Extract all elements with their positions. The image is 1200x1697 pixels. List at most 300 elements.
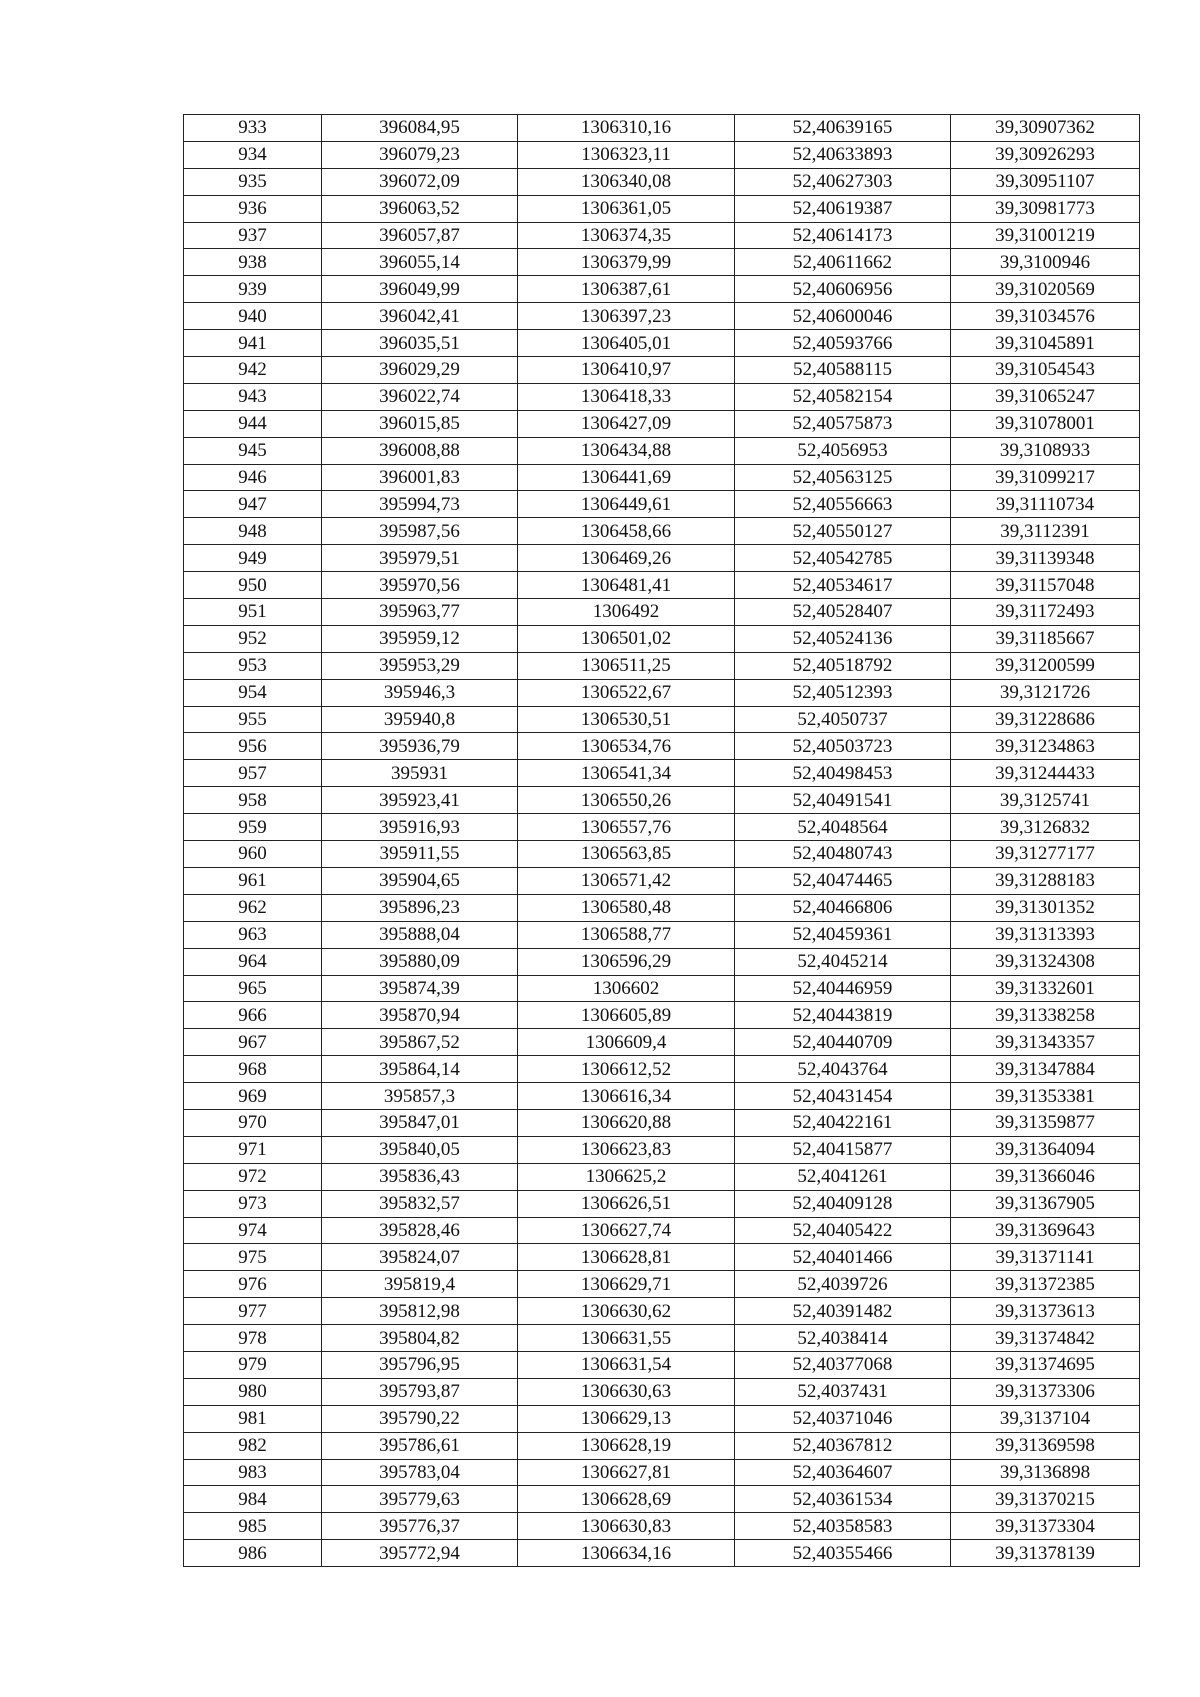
table-row	[184, 168, 1140, 195]
longitude-cell: 39,31369598	[951, 1432, 1140, 1459]
longitude-cell: 39,31234863	[951, 733, 1140, 760]
table-row	[184, 706, 1140, 733]
latitude-cell: 52,4048564	[735, 814, 951, 841]
x-coordinate-cell: 396029,29	[322, 357, 518, 384]
point-number-cell: 949	[184, 545, 322, 572]
x-coordinate-cell: 396084,95	[322, 115, 518, 142]
longitude-cell: 39,31172493	[951, 599, 1140, 626]
x-coordinate-cell: 395970,56	[322, 572, 518, 599]
longitude-cell: 39,3137104	[951, 1405, 1140, 1432]
longitude-cell: 39,3136898	[951, 1459, 1140, 1486]
table-row	[184, 249, 1140, 276]
x-coordinate-cell: 396001,83	[322, 464, 518, 491]
table-row	[184, 518, 1140, 545]
table-row	[184, 841, 1140, 868]
latitude-cell: 52,40633893	[735, 141, 951, 168]
longitude-cell: 39,31288183	[951, 867, 1140, 894]
point-number-cell: 959	[184, 814, 322, 841]
x-coordinate-cell: 395832,57	[322, 1190, 518, 1217]
longitude-cell: 39,31157048	[951, 572, 1140, 599]
point-number-cell: 982	[184, 1432, 322, 1459]
y-coordinate-cell: 1306323,11	[518, 141, 735, 168]
latitude-cell: 52,40422161	[735, 1109, 951, 1136]
point-number-cell: 975	[184, 1244, 322, 1271]
point-number-cell: 967	[184, 1029, 322, 1056]
y-coordinate-cell: 1306501,02	[518, 625, 735, 652]
latitude-cell: 52,4037431	[735, 1378, 951, 1405]
y-coordinate-cell: 1306340,08	[518, 168, 735, 195]
x-coordinate-cell: 396079,23	[322, 141, 518, 168]
y-coordinate-cell: 1306492	[518, 599, 735, 626]
longitude-cell: 39,31324308	[951, 948, 1140, 975]
latitude-cell: 52,40534617	[735, 572, 951, 599]
longitude-cell: 39,31366046	[951, 1163, 1140, 1190]
x-coordinate-cell: 396063,52	[322, 195, 518, 222]
table-row	[184, 921, 1140, 948]
x-coordinate-cell: 395931	[322, 760, 518, 787]
table-row	[184, 1459, 1140, 1486]
longitude-cell: 39,31353381	[951, 1083, 1140, 1110]
table-row	[184, 1163, 1140, 1190]
latitude-cell: 52,40550127	[735, 518, 951, 545]
latitude-cell: 52,40524136	[735, 625, 951, 652]
x-coordinate-cell: 395786,61	[322, 1432, 518, 1459]
x-coordinate-cell: 395824,07	[322, 1244, 518, 1271]
latitude-cell: 52,40563125	[735, 464, 951, 491]
table-row	[184, 1405, 1140, 1432]
point-number-cell: 937	[184, 222, 322, 249]
longitude-cell: 39,31338258	[951, 1002, 1140, 1029]
point-number-cell: 962	[184, 894, 322, 921]
y-coordinate-cell: 1306630,62	[518, 1298, 735, 1325]
y-coordinate-cell: 1306427,09	[518, 410, 735, 437]
longitude-cell: 39,31332601	[951, 975, 1140, 1002]
point-number-cell: 946	[184, 464, 322, 491]
x-coordinate-cell: 395864,14	[322, 1056, 518, 1083]
x-coordinate-cell: 395953,29	[322, 652, 518, 679]
y-coordinate-cell: 1306397,23	[518, 303, 735, 330]
latitude-cell: 52,40503723	[735, 733, 951, 760]
latitude-cell: 52,4041261	[735, 1163, 951, 1190]
latitude-cell: 52,40582154	[735, 383, 951, 410]
y-coordinate-cell: 1306628,81	[518, 1244, 735, 1271]
table-row	[184, 760, 1140, 787]
x-coordinate-cell: 395772,94	[322, 1540, 518, 1567]
latitude-cell: 52,40619387	[735, 195, 951, 222]
y-coordinate-cell: 1306609,4	[518, 1029, 735, 1056]
y-coordinate-cell: 1306387,61	[518, 276, 735, 303]
x-coordinate-cell: 395870,94	[322, 1002, 518, 1029]
point-number-cell: 950	[184, 572, 322, 599]
table-row	[184, 276, 1140, 303]
table-row	[184, 1217, 1140, 1244]
x-coordinate-cell: 395828,46	[322, 1217, 518, 1244]
longitude-cell: 39,31200599	[951, 652, 1140, 679]
longitude-cell: 39,31065247	[951, 383, 1140, 410]
point-number-cell: 956	[184, 733, 322, 760]
point-number-cell: 969	[184, 1083, 322, 1110]
longitude-cell: 39,31139348	[951, 545, 1140, 572]
point-number-cell: 953	[184, 652, 322, 679]
y-coordinate-cell: 1306631,55	[518, 1325, 735, 1352]
table-row	[184, 1190, 1140, 1217]
latitude-cell: 52,4045214	[735, 948, 951, 975]
y-coordinate-cell: 1306418,33	[518, 383, 735, 410]
point-number-cell: 976	[184, 1271, 322, 1298]
x-coordinate-cell: 395994,73	[322, 491, 518, 518]
latitude-cell: 52,4043764	[735, 1056, 951, 1083]
x-coordinate-cell: 395946,3	[322, 679, 518, 706]
table-row	[184, 330, 1140, 357]
table-row	[184, 679, 1140, 706]
latitude-cell: 52,40446959	[735, 975, 951, 1002]
point-number-cell: 977	[184, 1298, 322, 1325]
table-row	[184, 625, 1140, 652]
point-number-cell: 978	[184, 1325, 322, 1352]
y-coordinate-cell: 1306625,2	[518, 1163, 735, 1190]
point-number-cell: 973	[184, 1190, 322, 1217]
longitude-cell: 39,31359877	[951, 1109, 1140, 1136]
latitude-cell: 52,40542785	[735, 545, 951, 572]
table-row	[184, 894, 1140, 921]
point-number-cell: 965	[184, 975, 322, 1002]
latitude-cell: 52,40466806	[735, 894, 951, 921]
x-coordinate-cell: 396072,09	[322, 168, 518, 195]
latitude-cell: 52,40512393	[735, 679, 951, 706]
point-number-cell: 963	[184, 921, 322, 948]
longitude-cell: 39,30926293	[951, 141, 1140, 168]
latitude-cell: 52,40401466	[735, 1244, 951, 1271]
longitude-cell: 39,31054543	[951, 357, 1140, 384]
y-coordinate-cell: 1306361,05	[518, 195, 735, 222]
table-row	[184, 464, 1140, 491]
y-coordinate-cell: 1306623,83	[518, 1136, 735, 1163]
point-number-cell: 947	[184, 491, 322, 518]
y-coordinate-cell: 1306596,29	[518, 948, 735, 975]
table-row	[184, 491, 1140, 518]
point-number-cell: 983	[184, 1459, 322, 1486]
y-coordinate-cell: 1306541,34	[518, 760, 735, 787]
table-row	[184, 652, 1140, 679]
x-coordinate-cell: 395819,4	[322, 1271, 518, 1298]
x-coordinate-cell: 396035,51	[322, 330, 518, 357]
y-coordinate-cell: 1306522,67	[518, 679, 735, 706]
longitude-cell: 39,31372385	[951, 1271, 1140, 1298]
x-coordinate-cell: 396022,74	[322, 383, 518, 410]
latitude-cell: 52,40377068	[735, 1351, 951, 1378]
point-number-cell: 942	[184, 357, 322, 384]
point-number-cell: 971	[184, 1136, 322, 1163]
point-number-cell: 943	[184, 383, 322, 410]
x-coordinate-cell: 395979,51	[322, 545, 518, 572]
point-number-cell: 979	[184, 1351, 322, 1378]
x-coordinate-cell: 395783,04	[322, 1459, 518, 1486]
y-coordinate-cell: 1306634,16	[518, 1540, 735, 1567]
longitude-cell: 39,31185667	[951, 625, 1140, 652]
table-row	[184, 410, 1140, 437]
y-coordinate-cell: 1306630,63	[518, 1378, 735, 1405]
latitude-cell: 52,40575873	[735, 410, 951, 437]
y-coordinate-cell: 1306631,54	[518, 1351, 735, 1378]
table-row	[184, 222, 1140, 249]
latitude-cell: 52,40405422	[735, 1217, 951, 1244]
y-coordinate-cell: 1306588,77	[518, 921, 735, 948]
point-number-cell: 933	[184, 115, 322, 142]
y-coordinate-cell: 1306405,01	[518, 330, 735, 357]
y-coordinate-cell: 1306630,83	[518, 1513, 735, 1540]
point-number-cell: 948	[184, 518, 322, 545]
latitude-cell: 52,40593766	[735, 330, 951, 357]
y-coordinate-cell: 1306629,71	[518, 1271, 735, 1298]
longitude-cell: 39,31343357	[951, 1029, 1140, 1056]
table-row	[184, 1325, 1140, 1352]
y-coordinate-cell: 1306310,16	[518, 115, 735, 142]
point-number-cell: 954	[184, 679, 322, 706]
point-number-cell: 945	[184, 437, 322, 464]
x-coordinate-cell: 395779,63	[322, 1486, 518, 1513]
latitude-cell: 52,40364607	[735, 1459, 951, 1486]
latitude-cell: 52,40443819	[735, 1002, 951, 1029]
longitude-cell: 39,31347884	[951, 1056, 1140, 1083]
latitude-cell: 52,40367812	[735, 1432, 951, 1459]
latitude-cell: 52,40361534	[735, 1486, 951, 1513]
latitude-cell: 52,40474465	[735, 867, 951, 894]
x-coordinate-cell: 395812,98	[322, 1298, 518, 1325]
longitude-cell: 39,31110734	[951, 491, 1140, 518]
table-row	[184, 1486, 1140, 1513]
longitude-cell: 39,3100946	[951, 249, 1140, 276]
latitude-cell: 52,40627303	[735, 168, 951, 195]
longitude-cell: 39,31367905	[951, 1190, 1140, 1217]
point-number-cell: 961	[184, 867, 322, 894]
longitude-cell: 39,3108933	[951, 437, 1140, 464]
x-coordinate-cell: 395880,09	[322, 948, 518, 975]
longitude-cell: 39,31228686	[951, 706, 1140, 733]
latitude-cell: 52,40614173	[735, 222, 951, 249]
x-coordinate-cell: 395840,05	[322, 1136, 518, 1163]
x-coordinate-cell: 396057,87	[322, 222, 518, 249]
latitude-cell: 52,4056953	[735, 437, 951, 464]
point-number-cell: 938	[184, 249, 322, 276]
table-row	[184, 599, 1140, 626]
y-coordinate-cell: 1306534,76	[518, 733, 735, 760]
longitude-cell: 39,31045891	[951, 330, 1140, 357]
table-row	[184, 357, 1140, 384]
y-coordinate-cell: 1306602	[518, 975, 735, 1002]
latitude-cell: 52,40431454	[735, 1083, 951, 1110]
table-row	[184, 1136, 1140, 1163]
table-row	[184, 1513, 1140, 1540]
latitude-cell: 52,40606956	[735, 276, 951, 303]
y-coordinate-cell: 1306571,42	[518, 867, 735, 894]
point-number-cell: 944	[184, 410, 322, 437]
point-number-cell: 972	[184, 1163, 322, 1190]
x-coordinate-cell: 395804,82	[322, 1325, 518, 1352]
x-coordinate-cell: 396042,41	[322, 303, 518, 330]
y-coordinate-cell: 1306627,74	[518, 1217, 735, 1244]
longitude-cell: 39,31374842	[951, 1325, 1140, 1352]
point-number-cell: 957	[184, 760, 322, 787]
x-coordinate-cell: 395776,37	[322, 1513, 518, 1540]
y-coordinate-cell: 1306620,88	[518, 1109, 735, 1136]
y-coordinate-cell: 1306374,35	[518, 222, 735, 249]
latitude-cell: 52,40588115	[735, 357, 951, 384]
point-number-cell: 985	[184, 1513, 322, 1540]
latitude-cell: 52,40440709	[735, 1029, 951, 1056]
table-row	[184, 1298, 1140, 1325]
longitude-cell: 39,31364094	[951, 1136, 1140, 1163]
y-coordinate-cell: 1306410,97	[518, 357, 735, 384]
longitude-cell: 39,31020569	[951, 276, 1140, 303]
x-coordinate-cell: 395911,55	[322, 841, 518, 868]
table-row	[184, 141, 1140, 168]
y-coordinate-cell: 1306580,48	[518, 894, 735, 921]
table-row	[184, 1244, 1140, 1271]
x-coordinate-cell: 395959,12	[322, 625, 518, 652]
x-coordinate-cell: 395796,95	[322, 1351, 518, 1378]
point-number-cell: 955	[184, 706, 322, 733]
latitude-cell: 52,40639165	[735, 115, 951, 142]
latitude-cell: 52,4050737	[735, 706, 951, 733]
latitude-cell: 52,40498453	[735, 760, 951, 787]
x-coordinate-cell: 395987,56	[322, 518, 518, 545]
latitude-cell: 52,40518792	[735, 652, 951, 679]
latitude-cell: 52,40355466	[735, 1540, 951, 1567]
latitude-cell: 52,40528407	[735, 599, 951, 626]
longitude-cell: 39,31099217	[951, 464, 1140, 491]
x-coordinate-cell: 395857,3	[322, 1083, 518, 1110]
x-coordinate-cell: 396049,99	[322, 276, 518, 303]
table-row	[184, 948, 1140, 975]
point-number-cell: 941	[184, 330, 322, 357]
point-number-cell: 951	[184, 599, 322, 626]
table-row	[184, 867, 1140, 894]
latitude-cell: 52,40409128	[735, 1190, 951, 1217]
x-coordinate-cell: 395836,43	[322, 1163, 518, 1190]
y-coordinate-cell: 1306481,41	[518, 572, 735, 599]
coordinates-table	[183, 114, 1140, 1567]
point-number-cell: 986	[184, 1540, 322, 1567]
latitude-cell: 52,4038414	[735, 1325, 951, 1352]
table-row	[184, 1271, 1140, 1298]
x-coordinate-cell: 395923,41	[322, 787, 518, 814]
x-coordinate-cell: 395940,8	[322, 706, 518, 733]
table-row	[184, 115, 1140, 142]
x-coordinate-cell: 395896,23	[322, 894, 518, 921]
y-coordinate-cell: 1306441,69	[518, 464, 735, 491]
point-number-cell: 974	[184, 1217, 322, 1244]
coordinates-table-body	[184, 115, 1140, 1567]
table-row	[184, 195, 1140, 222]
point-number-cell: 939	[184, 276, 322, 303]
point-number-cell: 966	[184, 1002, 322, 1029]
table-row	[184, 975, 1140, 1002]
longitude-cell: 39,31369643	[951, 1217, 1140, 1244]
y-coordinate-cell: 1306605,89	[518, 1002, 735, 1029]
table-row	[184, 814, 1140, 841]
table-row	[184, 1351, 1140, 1378]
longitude-cell: 39,31078001	[951, 410, 1140, 437]
longitude-cell: 39,3126832	[951, 814, 1140, 841]
table-row	[184, 1432, 1140, 1459]
y-coordinate-cell: 1306612,52	[518, 1056, 735, 1083]
longitude-cell: 39,31373613	[951, 1298, 1140, 1325]
point-number-cell: 960	[184, 841, 322, 868]
longitude-cell: 39,31001219	[951, 222, 1140, 249]
table-row	[184, 1109, 1140, 1136]
longitude-cell: 39,31371141	[951, 1244, 1140, 1271]
y-coordinate-cell: 1306629,13	[518, 1405, 735, 1432]
y-coordinate-cell: 1306449,61	[518, 491, 735, 518]
latitude-cell: 52,4039726	[735, 1271, 951, 1298]
table-row	[184, 303, 1140, 330]
longitude-cell: 39,31374695	[951, 1351, 1140, 1378]
longitude-cell: 39,3125741	[951, 787, 1140, 814]
longitude-cell: 39,3121726	[951, 679, 1140, 706]
point-number-cell: 940	[184, 303, 322, 330]
latitude-cell: 52,40459361	[735, 921, 951, 948]
x-coordinate-cell: 396015,85	[322, 410, 518, 437]
point-number-cell: 935	[184, 168, 322, 195]
latitude-cell: 52,40391482	[735, 1298, 951, 1325]
longitude-cell: 39,31313393	[951, 921, 1140, 948]
table-row	[184, 572, 1140, 599]
table-row	[184, 733, 1140, 760]
longitude-cell: 39,31378139	[951, 1540, 1140, 1567]
x-coordinate-cell: 396055,14	[322, 249, 518, 276]
x-coordinate-cell: 395790,22	[322, 1405, 518, 1432]
table-row	[184, 545, 1140, 572]
y-coordinate-cell: 1306458,66	[518, 518, 735, 545]
latitude-cell: 52,40415877	[735, 1136, 951, 1163]
point-number-cell: 936	[184, 195, 322, 222]
table-row	[184, 1002, 1140, 1029]
y-coordinate-cell: 1306563,85	[518, 841, 735, 868]
table-row	[184, 787, 1140, 814]
latitude-cell: 52,40480743	[735, 841, 951, 868]
point-number-cell: 981	[184, 1405, 322, 1432]
y-coordinate-cell: 1306379,99	[518, 249, 735, 276]
x-coordinate-cell: 395916,93	[322, 814, 518, 841]
latitude-cell: 52,40611662	[735, 249, 951, 276]
x-coordinate-cell: 396008,88	[322, 437, 518, 464]
longitude-cell: 39,31373304	[951, 1513, 1140, 1540]
point-number-cell: 964	[184, 948, 322, 975]
longitude-cell: 39,31277177	[951, 841, 1140, 868]
latitude-cell: 52,40600046	[735, 303, 951, 330]
point-number-cell: 984	[184, 1486, 322, 1513]
table-row	[184, 1378, 1140, 1405]
longitude-cell: 39,31301352	[951, 894, 1140, 921]
y-coordinate-cell: 1306434,88	[518, 437, 735, 464]
y-coordinate-cell: 1306626,51	[518, 1190, 735, 1217]
point-number-cell: 958	[184, 787, 322, 814]
y-coordinate-cell: 1306469,26	[518, 545, 735, 572]
latitude-cell: 52,40491541	[735, 787, 951, 814]
y-coordinate-cell: 1306627,81	[518, 1459, 735, 1486]
x-coordinate-cell: 395888,04	[322, 921, 518, 948]
y-coordinate-cell: 1306628,69	[518, 1486, 735, 1513]
table-row	[184, 1083, 1140, 1110]
x-coordinate-cell: 395793,87	[322, 1378, 518, 1405]
y-coordinate-cell: 1306557,76	[518, 814, 735, 841]
point-number-cell: 968	[184, 1056, 322, 1083]
y-coordinate-cell: 1306530,51	[518, 706, 735, 733]
x-coordinate-cell: 395847,01	[322, 1109, 518, 1136]
x-coordinate-cell: 395874,39	[322, 975, 518, 1002]
latitude-cell: 52,40556663	[735, 491, 951, 518]
longitude-cell: 39,3112391	[951, 518, 1140, 545]
